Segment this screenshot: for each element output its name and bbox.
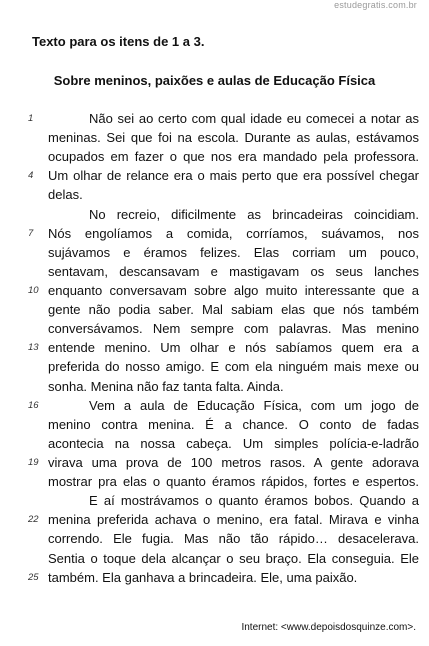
line-text: entende menino. Um olhar e nós sabíamos quem era a bbox=[48, 340, 419, 356]
text-line bbox=[0, 472, 429, 491]
line-number: 19 bbox=[28, 456, 39, 468]
line-text: delas. bbox=[48, 187, 83, 203]
text-line bbox=[0, 243, 429, 262]
text-line bbox=[0, 568, 429, 587]
line-text: mostrar pra elas o quanto éramos rápidos, fortes e espertos. bbox=[48, 474, 419, 490]
line-text: E aí mostrávamos o quanto éramos bobos. Quando a bbox=[89, 493, 419, 509]
line-text: sonha. Menina não faz tanta falta. Ainda. bbox=[48, 378, 284, 394]
line-text: Sentia o toque dela alcançar o seu braço. Ela conseguia. Ele bbox=[48, 550, 419, 566]
line-text: sujávamos e éramos felizes. Elas corriam um pouco, bbox=[48, 244, 419, 260]
text-line bbox=[0, 491, 429, 510]
line-text: No recreio, dificilmente as brincadeiras coincidiam. bbox=[89, 206, 419, 222]
text-line bbox=[0, 205, 429, 224]
line-text: Um olhar de relance era o mais perto que era possível chegar bbox=[48, 168, 419, 184]
line-number: 1 bbox=[28, 113, 34, 124]
line-text: conversávamos. Nem sempre com palavras. Mas menino bbox=[48, 321, 419, 337]
text-line bbox=[0, 185, 429, 204]
text-line bbox=[0, 300, 429, 319]
text-line bbox=[0, 338, 429, 357]
source-citation: Internet: <www.depoisdosquinze.com>. bbox=[241, 622, 416, 633]
line-text: Vem a aula de Educação Física, com um jogo de bbox=[89, 397, 419, 413]
line-number: 16 bbox=[28, 399, 39, 411]
line-text: correndo. Ele fugia. Mas não tão rápido… desacelerava. bbox=[48, 531, 419, 547]
line-text: Não sei ao certo com qual idade eu comecei a notar as bbox=[89, 111, 419, 126]
text-body bbox=[0, 109, 429, 587]
text-line bbox=[0, 357, 429, 376]
text-line bbox=[0, 453, 429, 472]
text-line bbox=[0, 319, 429, 338]
line-text: também. Ela ganhava a brincadeira. Ele, uma paixão. bbox=[48, 569, 358, 585]
line-number: 4 bbox=[28, 170, 34, 182]
text-line bbox=[0, 128, 429, 147]
line-number: 13 bbox=[28, 342, 39, 354]
line-text: meninas. Sei que foi na escola. Durante as aulas, estávamos bbox=[48, 130, 419, 146]
text-line bbox=[0, 529, 429, 548]
line-text: virava uma prova de 100 metros rasos. A gente adorava bbox=[48, 454, 419, 470]
text-line bbox=[0, 281, 429, 300]
text-line bbox=[0, 262, 429, 281]
line-number: 10 bbox=[28, 284, 39, 296]
line-text: sentavam, descansavam e mastigavam os seus lanches bbox=[48, 263, 419, 279]
line-text: enquanto conversavam sobre algo muito interessante que a bbox=[48, 282, 419, 298]
text-line bbox=[0, 147, 429, 166]
line-text: acontecia na nossa cabeça. Um simples polícia-e-ladrão bbox=[48, 435, 419, 451]
line-text: gente não podia saber. Mal sabiam elas que nós também bbox=[48, 302, 419, 318]
text-line bbox=[0, 510, 429, 529]
text-line bbox=[0, 109, 429, 128]
text-line bbox=[0, 224, 429, 243]
watermark: estudegratis.com.br bbox=[334, 0, 417, 10]
text-title: Sobre meninos, paixões e aulas de Educação Física bbox=[53, 73, 376, 88]
line-number: 7 bbox=[28, 227, 34, 239]
line-text: menina preferida achava o menino, era fatal. Mirava e vinha bbox=[48, 512, 419, 528]
line-number: 22 bbox=[28, 514, 39, 526]
section-heading: Texto para os itens de 1 a 3. bbox=[32, 34, 205, 49]
line-text: preferida do nosso amigo. E com ela ninguém mais mexe ou bbox=[48, 359, 419, 375]
line-text: menino contra menina. É a chance. O conto de fadas bbox=[48, 416, 419, 432]
text-line bbox=[0, 549, 429, 568]
text-line bbox=[0, 166, 429, 185]
line-text: ocupados em fazer o que nos era mandado pela professora. bbox=[48, 149, 419, 165]
text-line bbox=[0, 434, 429, 453]
line-text: Nós engolíamos a comida, corríamos, suávamos, nos bbox=[48, 225, 419, 241]
text-line bbox=[0, 377, 429, 396]
text-line bbox=[0, 396, 429, 415]
line-number: 25 bbox=[28, 571, 39, 583]
text-line bbox=[0, 415, 429, 434]
